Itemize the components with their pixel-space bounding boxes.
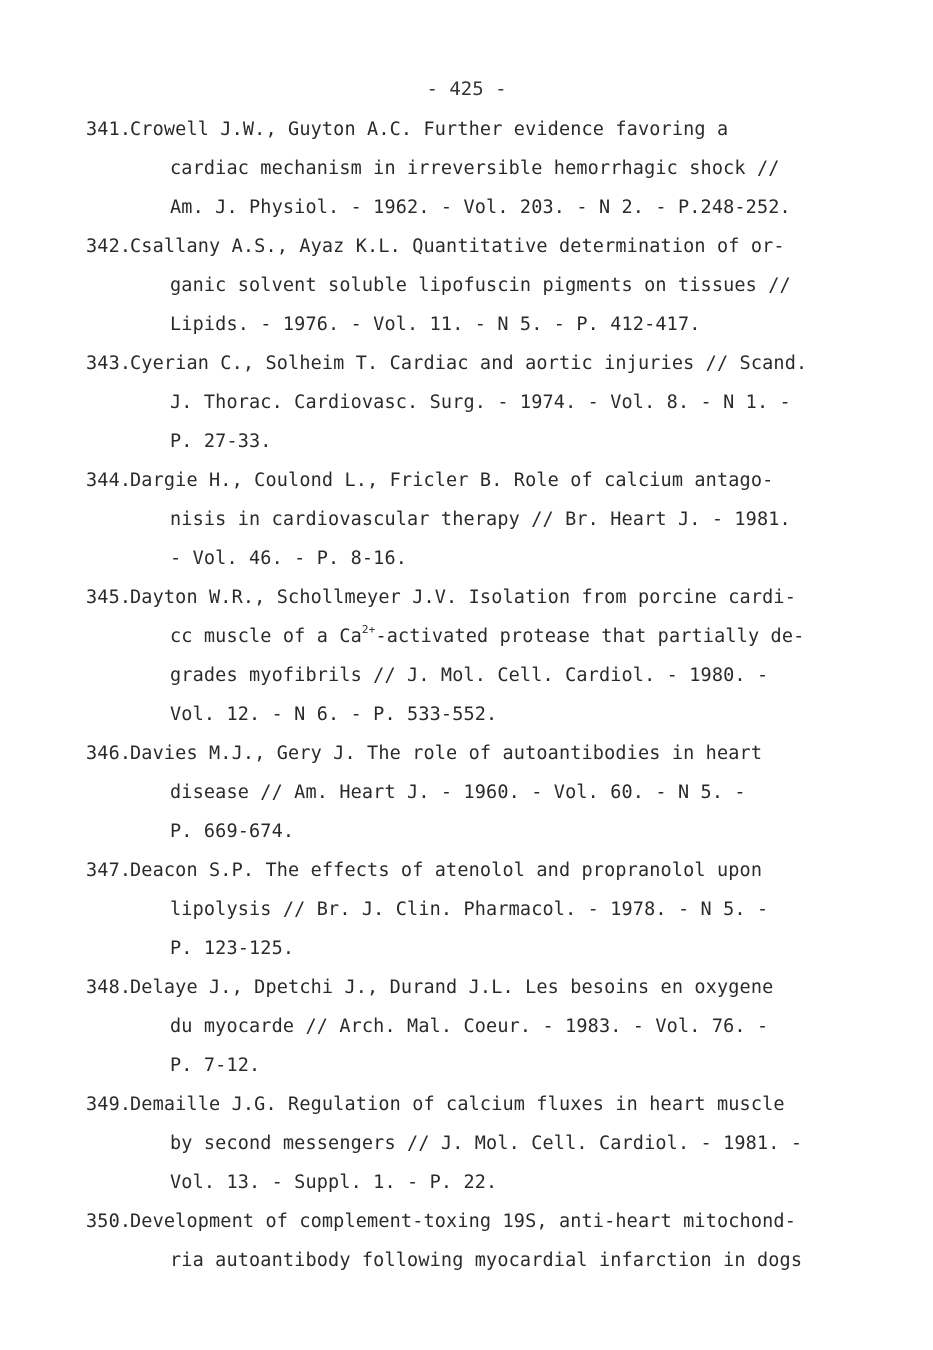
entry-line: nisis in cardiovascular therapy // Br. Heart J. - 1981.	[170, 509, 791, 530]
entry-line: P. 123-125.	[170, 938, 295, 959]
reference-entry	[86, 578, 866, 734]
entry-line: Vol. 13. - Suppl. 1. - P. 22.	[170, 1172, 498, 1193]
entry-line: - Vol. 46. - P. 8-16.	[170, 548, 408, 569]
reference-entry	[86, 851, 866, 968]
entry-number: 344.	[86, 470, 132, 491]
entry-line: Vol. 12. - N 6. - P. 533-552.	[170, 704, 498, 725]
entry-line: Deacon S.P. The effects of atenolol and propranolol upon	[130, 860, 763, 881]
entry-line: Csallany A.S., Ayaz K.L. Quantitative determination of or-	[130, 236, 785, 257]
entry-line: Am. J. Physiol. - 1962. - Vol. 203. - N 2. - P.248-252.	[170, 197, 791, 218]
reference-entry	[86, 227, 866, 344]
entry-number: 349.	[86, 1094, 132, 1115]
entry-line	[86, 617, 866, 656]
entry-number: 346.	[86, 743, 132, 764]
reference-entry	[86, 110, 866, 227]
entry-number: 345.	[86, 587, 132, 608]
entry-line: Lipids. - 1976. - Vol. 11. - N 5. - P. 412-417.	[170, 314, 701, 335]
entry-line: cardiac mechanism in irreversible hemorrhagic shock //	[170, 158, 780, 179]
entry-line: Demaille J.G. Regulation of calcium fluxes in heart muscle	[130, 1094, 785, 1115]
superscript-charge: 2+	[361, 623, 376, 636]
reference-entry	[86, 461, 866, 578]
page-number: - 425 -	[426, 78, 507, 100]
entry-line: Crowell J.W., Guyton A.C. Further evidence favoring a	[130, 119, 729, 140]
entry-number: 341.	[86, 119, 132, 140]
reference-entry	[86, 734, 866, 851]
entry-line: du myocarde // Arch. Mal. Coeur. - 1983. - Vol. 76. -	[170, 1016, 769, 1037]
entry-number: 342.	[86, 236, 132, 257]
entry-line: ganic solvent soluble lipofuscin pigments on tissues //	[170, 275, 791, 296]
entry-line: grades myofibrils // J. Mol. Cell. Cardiol. - 1980. -	[170, 665, 769, 686]
entry-line: Delaye J., Dpetchi J., Durand J.L. Les besoins en oxygene	[130, 977, 774, 998]
entry-line: P. 669-674.	[170, 821, 295, 842]
entry-number: 348.	[86, 977, 132, 998]
entry-line: Cyerian C., Solheim T. Cardiac and aortic injuries // Scand.	[130, 353, 808, 374]
reference-entry	[86, 1085, 866, 1202]
entry-line: P. 7-12.	[170, 1055, 261, 1076]
entry-number: 350.	[86, 1211, 132, 1232]
reference-entry	[86, 1202, 866, 1280]
entry-line: Development of complement-toxing 19S, anti-heart mitochond-	[130, 1211, 796, 1232]
reference-entry	[86, 344, 866, 461]
entry-number: 343.	[86, 353, 132, 374]
entry-number: 347.	[86, 860, 132, 881]
entry-line-part: cc muscle of a Ca	[170, 626, 362, 647]
entry-line: disease // Am. Heart J. - 1960. - Vol. 60. - N 5. -	[170, 782, 746, 803]
reference-entry	[86, 968, 866, 1085]
entry-line: by second messengers // J. Mol. Cell. Cardiol. - 1981. -	[170, 1133, 803, 1154]
entry-line-part: -activated protease that partially de-	[375, 626, 805, 647]
entry-line: ria autoantibody following myocardial infarction in dogs	[170, 1250, 803, 1271]
entry-line: P. 27-33.	[170, 431, 272, 452]
entry-line: Dargie H., Coulond L., Fricler B. Role of calcium antago-	[130, 470, 774, 491]
entry-line: Dayton W.R., Schollmeyer J.V. Isolation from porcine cardi-	[130, 587, 796, 608]
entry-line: J. Thorac. Cardiovasc. Surg. - 1974. - Vol. 8. - N 1. -	[170, 392, 791, 413]
entry-line: lipolysis // Br. J. Clin. Pharmacol. - 1978. - N 5. -	[170, 899, 769, 920]
entry-line: Davies M.J., Gery J. The role of autoantibodies in heart	[130, 743, 763, 764]
